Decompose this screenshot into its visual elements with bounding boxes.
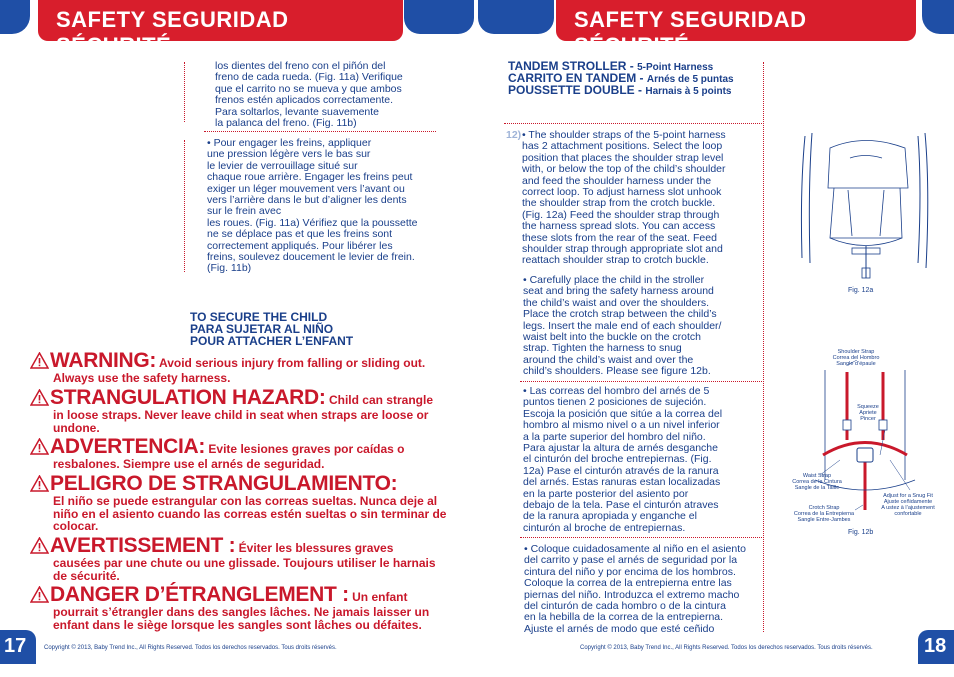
harness-rear-illustration — [790, 128, 940, 286]
warning-triangle-icon — [30, 586, 50, 606]
spanish-brake-text: los dientes del freno con el piñón del freno de cada rueda. (Fig. 11a) Verifique que el carrito no se mueva y que ambos frenos estén aplicados correctamente. Para soltarlos, levante suavemente la palanca del freno. (Fig. 11b) — [215, 60, 403, 130]
label-crotch-strap: Crotch Strap Correa de la Entrepierna Sangle Entre-Jambes — [793, 505, 855, 523]
warning-triangle-icon — [30, 537, 50, 557]
header-tab-left — [404, 0, 474, 34]
avertissement-title: AVERTISSEMENT : — [50, 534, 236, 557]
peligro-text: El niño se puede estrangular con las correas sueltas. Nunca deje al niño en el asiento cuando las correas estén sueltas o sin terminar de colocar. — [53, 494, 447, 534]
warning-triangle-icon — [30, 475, 50, 495]
danger-text-2: pourrait s’étrangler dans des sangles lâches. Ne jamais laisser un enfant dans le siège lorsque les sangles sont lâches ou défaites. — [53, 605, 430, 632]
fig-12a-label: Fig. 12a — [848, 287, 874, 294]
tandem-harness-heading — [508, 61, 758, 97]
heading-es-sub: Arnés de 5 puntas — [646, 74, 734, 85]
strangulation-hazard-block — [30, 387, 450, 434]
label-adjust-snug: Adjust for a Snug Fit Ajuste ceñidamente A ustez à l’ajustement confortable — [881, 493, 935, 517]
warning-title: WARNING: — [50, 349, 157, 372]
fig-12b-label: Fig. 12b — [848, 529, 874, 536]
warning-text: Avoid serious injury from falling or sliding out. — [158, 356, 426, 370]
warning-triangle-icon — [30, 438, 50, 458]
advertencia-text-2: resbalones. Siempre use el arnés de seguridad. — [53, 457, 325, 471]
advertencia-block — [30, 436, 450, 471]
page-number-left: 17 — [0, 630, 36, 664]
harness-bullet-fr: • Coloque cuidadosamente al niño en el asiento del carrito y pase el arnés de seguridad por la cintura del niño y por encima de los hombros. Coloque la correa de la entrepierna entre las piernas del niño. Introduzca el extremo macho del cinturón de cada hombro o de la cintura en la hebilla de la correa de la entrepierna. Ajuste el arnés de modo que esté ceñido — [524, 543, 746, 635]
heading-fr: POUSSETTE DOUBLE - — [508, 83, 646, 97]
label-squeeze: Squeeze Apriete Pincer — [857, 404, 879, 422]
label-shoulder-strap: Shoulder Strap Correa del Hombro Sangle d’épaule — [832, 349, 880, 367]
divider-horizontal — [520, 381, 762, 382]
heading-es: CARRITO EN TANDEM - — [508, 71, 647, 85]
advertencia-title: ADVERTENCIA: — [50, 435, 206, 458]
warning-triangle-icon — [30, 352, 50, 372]
avertissement-text-2: causées par une chute ou une glissade. Toujours utiliser le harnais de sécurité. — [53, 556, 436, 583]
strangulation-hazard-text: Child can strangle — [328, 393, 433, 407]
danger-title: DANGER D’ÉTRANGLEMENT : — [50, 583, 349, 606]
heading-en: TANDEM STROLLER - — [508, 59, 638, 73]
heading-en-sub: 5-Point Harness — [637, 62, 714, 73]
header-tab-right — [478, 0, 554, 34]
divider-horizontal — [504, 123, 762, 124]
strangulation-hazard-title: STRANGULATION HAZARD: — [50, 386, 326, 409]
step-number: 12) — [506, 129, 522, 141]
harness-bullet-es: • Las correas del hombro del arnés de 5 puntos tienen 2 posiciones de sujeción. Escoja la posición que sitúe a la correa del hombro al mismo nivel o a un nivel inferior a la parte superior del hombro del niño. Para ajustar la altura de arnés desganche el cinturón del broche entrepiernas. (Fig. 12a) Pase el cinturón através de la ranura del arnés. Estas ranuras estan localizadas en la parte posterior del asiento por debajo de la tela. Pase el cinturón atraves de la ranura apropiada y enganche el cinturón al broche de entrepiernas. — [523, 385, 723, 534]
avertissement-text: Éviter les blessures graves — [238, 541, 394, 555]
secure-child-heading: TO SECURE THE CHILD PARA SUJETAR AL NIÑO POUR ATTACHER L’ENFANT — [190, 310, 354, 348]
strangulation-hazard-text-2: in loose straps. Never leave child in seat when straps are loose or undone. — [53, 408, 429, 435]
divider-horizontal — [520, 537, 762, 538]
harness-bullet-en: • Carefully place the child in the stroller seat and bring the safety harness around the child’s waist and over the shoulders. Place the crotch strap between the child’s legs. Insert the male end of each shoulder/ waist belt into the buckle on the crotch strap. Tighten the harness to snug around the child’s waist and over the child’s shoulders. Please see figure 12b. — [523, 274, 722, 378]
divider-vertical — [184, 140, 185, 272]
peligro-title: PELIGRO DE STRANGULAMIENTO: — [50, 472, 398, 495]
warning-text-2: Always use the safety harness. — [53, 371, 231, 385]
safety-banner-right: SAFETY SEGURIDAD SÉCURITÉ — [556, 0, 916, 41]
safety-banner-left: SAFETY SEGURIDAD SÉCURITÉ — [38, 0, 403, 41]
danger-block — [30, 584, 450, 631]
label-waist-strap: Waist Strap Correa de la Cintura Sangle de la Taille — [792, 473, 842, 491]
french-brake-text: • Pour engager les freins, appliquer une pression légère vers le bas sur le levier de verrouillage situé sur chaque roue arrière. Engager les freins peut exiger un léger mouvement vers l’avant ou vers l’arrière dans le but d’aligner les dents sur le frein avec les roues. (Fig. 11a) Vérifiez que la poussette ne se déplace pas et que les freins sont correctement appliqués. Pour libérer les freins, soulevez doucement le levier de frein. (Fig. 11b) — [207, 137, 418, 275]
advertencia-text: Evite lesiones graves por caídas o — [208, 442, 405, 456]
warning-triangle-icon — [30, 389, 50, 409]
peligro-block — [30, 473, 450, 533]
avertissement-block — [30, 535, 450, 582]
copyright-left: Copyright © 2013, Baby Trend Inc., All Rights Reserved. Todos los derechos reservados. Tous droits réservés. — [44, 645, 337, 651]
danger-text: Un enfant — [352, 590, 408, 604]
page-number-right: 18 — [918, 630, 954, 664]
divider-vertical — [184, 62, 185, 122]
warning-block — [30, 350, 450, 385]
copyright-right: Copyright © 2013, Baby Trend Inc., All Rights Reserved. Todos los derechos reservados. Tous droits réservés. — [580, 645, 873, 651]
heading-fr-sub: Harnais à 5 points — [645, 86, 732, 97]
divider-horizontal — [204, 131, 436, 132]
harness-step-text: • The shoulder straps of the 5-point harness has 2 attachment positions. Select the loop position that places the shoulder strap level with, or below the top of the child’s shoulder and feed the shoulder harness under the correct loop. To adjust harness slot unhook the shoulder strap from the crotch buckle. (Fig. 12a) Feed the shoulder strap through the harness spread slots. You can access these slots from the rear of the seat. Feed shoulder strap through appropriate slot and reattach shoulder strap to crotch buckle. — [522, 129, 726, 267]
header-corner-right — [922, 0, 954, 34]
header-corner-left — [0, 0, 30, 34]
